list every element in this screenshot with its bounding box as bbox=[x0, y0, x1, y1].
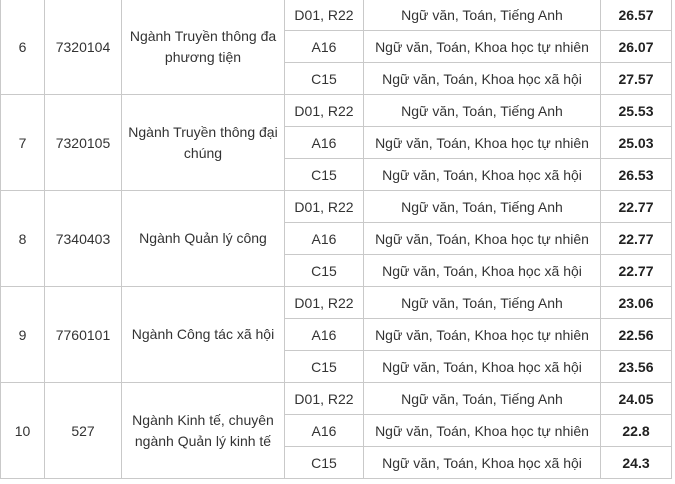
major-code-cell: 7320105 bbox=[45, 95, 122, 191]
combo-cell: D01, R22 bbox=[285, 383, 364, 415]
combo-cell: C15 bbox=[285, 255, 364, 287]
major-name-cell: Ngành Quản lý công bbox=[122, 191, 285, 287]
major-code-cell: 7340403 bbox=[45, 191, 122, 287]
table-row bbox=[1, 191, 672, 223]
score-cell: 22.77 bbox=[601, 223, 672, 255]
stt-cell: 10 bbox=[1, 383, 45, 479]
score-cell: 25.53 bbox=[601, 95, 672, 127]
score-cell: 24.05 bbox=[601, 383, 672, 415]
subjects-cell: Ngữ văn, Toán, Tiếng Anh bbox=[364, 95, 601, 127]
major-code-cell: 7320104 bbox=[45, 0, 122, 95]
score-cell: 22.77 bbox=[601, 191, 672, 223]
subjects-cell: Ngữ văn, Toán, Khoa học tự nhiên bbox=[364, 127, 601, 159]
major-name-cell: Ngành Truyền thông đại chúng bbox=[122, 95, 285, 191]
combo-cell: A16 bbox=[285, 223, 364, 255]
table-row bbox=[1, 0, 672, 31]
stt-cell: 7 bbox=[1, 95, 45, 191]
combo-cell: A16 bbox=[285, 31, 364, 63]
score-cell: 22.77 bbox=[601, 255, 672, 287]
combo-cell: C15 bbox=[285, 159, 364, 191]
combo-cell: D01, R22 bbox=[285, 191, 364, 223]
major-code-cell: 7760101 bbox=[45, 287, 122, 383]
score-cell: 22.56 bbox=[601, 319, 672, 351]
subjects-cell: Ngữ văn, Toán, Tiếng Anh bbox=[364, 287, 601, 319]
score-cell: 26.07 bbox=[601, 31, 672, 63]
subjects-cell: Ngữ văn, Toán, Tiếng Anh bbox=[364, 383, 601, 415]
combo-cell: A16 bbox=[285, 127, 364, 159]
major-name-cell: Ngành Công tác xã hội bbox=[122, 287, 285, 383]
major-code-cell: 527 bbox=[45, 383, 122, 479]
score-cell: 26.57 bbox=[601, 0, 672, 31]
score-cell: 22.8 bbox=[601, 415, 672, 447]
subjects-cell: Ngữ văn, Toán, Khoa học xã hội bbox=[364, 447, 601, 479]
stt-cell: 6 bbox=[1, 0, 45, 95]
combo-cell: D01, R22 bbox=[285, 95, 364, 127]
subjects-cell: Ngữ văn, Toán, Khoa học tự nhiên bbox=[364, 415, 601, 447]
combo-cell: A16 bbox=[285, 319, 364, 351]
combo-cell: C15 bbox=[285, 447, 364, 479]
table-row bbox=[1, 287, 672, 319]
score-cell: 23.56 bbox=[601, 351, 672, 383]
subjects-cell: Ngữ văn, Toán, Tiếng Anh bbox=[364, 0, 601, 31]
subjects-cell: Ngữ văn, Toán, Khoa học tự nhiên bbox=[364, 319, 601, 351]
stt-cell: 9 bbox=[1, 287, 45, 383]
combo-cell: C15 bbox=[285, 351, 364, 383]
subjects-cell: Ngữ văn, Toán, Khoa học xã hội bbox=[364, 255, 601, 287]
table-body bbox=[1, 0, 672, 479]
score-cell: 24.3 bbox=[601, 447, 672, 479]
combo-cell: A16 bbox=[285, 415, 364, 447]
subjects-cell: Ngữ văn, Toán, Tiếng Anh bbox=[364, 191, 601, 223]
table-row bbox=[1, 95, 672, 127]
score-cell: 27.57 bbox=[601, 63, 672, 95]
score-cell: 25.03 bbox=[601, 127, 672, 159]
score-cell: 23.06 bbox=[601, 287, 672, 319]
table-row bbox=[1, 383, 672, 415]
stt-cell: 8 bbox=[1, 191, 45, 287]
major-name-cell: Ngành Truyền thông đa phương tiện bbox=[122, 0, 285, 95]
subjects-cell: Ngữ văn, Toán, Khoa học xã hội bbox=[364, 351, 601, 383]
score-cell: 26.53 bbox=[601, 159, 672, 191]
combo-cell: C15 bbox=[285, 63, 364, 95]
subjects-cell: Ngữ văn, Toán, Khoa học xã hội bbox=[364, 159, 601, 191]
subjects-cell: Ngữ văn, Toán, Khoa học tự nhiên bbox=[364, 31, 601, 63]
major-name-cell: Ngành Kinh tế, chuyên ngành Quản lý kinh tế bbox=[122, 383, 285, 479]
subjects-cell: Ngữ văn, Toán, Khoa học xã hội bbox=[364, 63, 601, 95]
combo-cell: D01, R22 bbox=[285, 0, 364, 31]
subjects-cell: Ngữ văn, Toán, Khoa học tự nhiên bbox=[364, 223, 601, 255]
combo-cell: D01, R22 bbox=[285, 287, 364, 319]
